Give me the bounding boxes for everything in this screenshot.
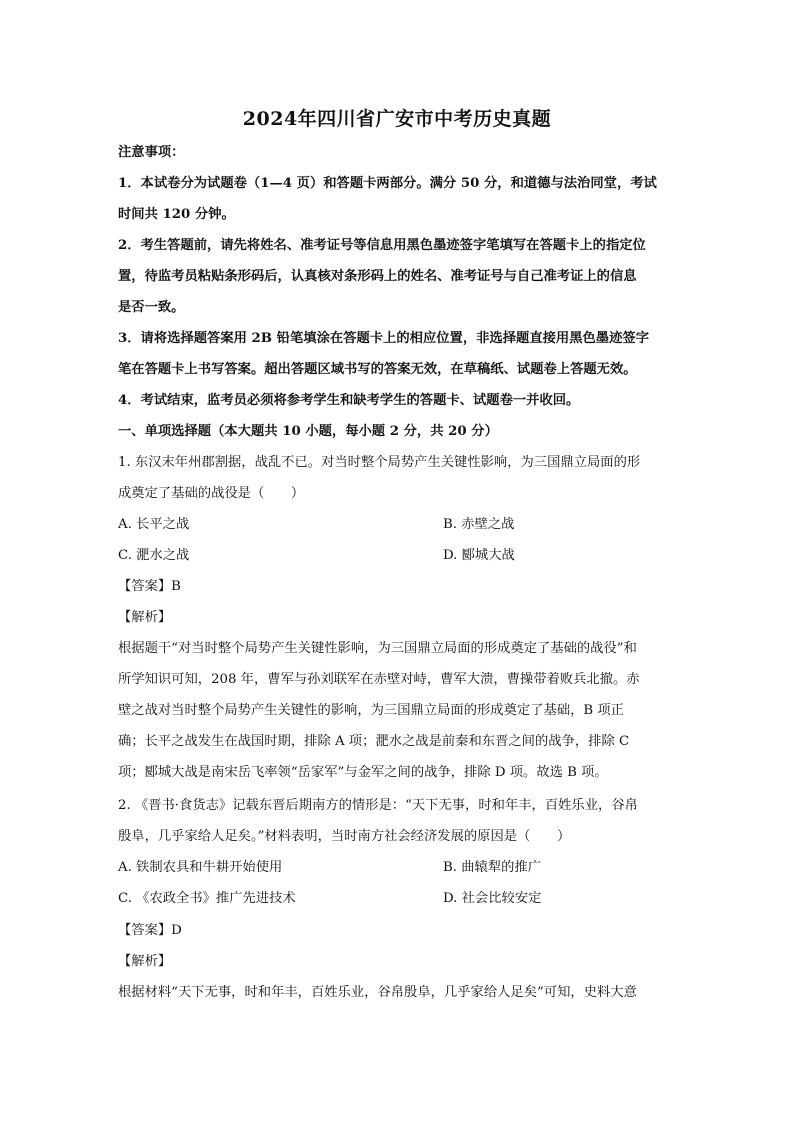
- analysis-heading: 【解析】: [118, 954, 172, 969]
- notice-line: 4．考试结束，监考员必须将参考学生和缺考学生的答题卡、试题卷一并收回。: [118, 393, 580, 408]
- option-b: B. 赤壁之战: [443, 517, 515, 532]
- analysis-line: 壁之战对当时整个局势产生关键性的影响，为三国鼎立局面的形成奠定了基础，B 项正: [118, 703, 624, 718]
- option-d: D. 郾城大战: [443, 548, 515, 563]
- notice-line: 时间共 120 分钟。: [118, 207, 235, 222]
- page-title: 2024年四川省广安市中考历史真题: [242, 108, 552, 130]
- notice-line: 2．考生答题前，请先将姓名、准考证号等信息用黑色墨迹签字笔填写在答题卡上的指定位: [118, 238, 646, 253]
- analysis-line: 根据材料“天下无事，时和年丰，百姓乐业，谷帛殷阜，几乎家给人足矣”可知，史料大意: [118, 985, 637, 1000]
- question-stem: 2. 《晋书·食货志》记载东晋后期南方的情形是：“天下无事，时和年丰，百姓乐业，谷帛: [118, 798, 638, 813]
- notice-line: 1．本试卷分为试题卷（1—4 页）和答题卡两部分。满分 50 分，和道德与法治同堂，考试: [118, 176, 657, 191]
- option-b: B. 曲辕犁的推广: [443, 860, 542, 875]
- analysis-line: 根据题干“对当时整个局势产生关键性影响，为三国鼎立局面的形成奠定了基础的战役”和: [118, 641, 637, 656]
- question-stem: 1. 东汉末年州郡割据，战乱不已。对当时整个局势产生关键性影响，为三国鼎立局面的形: [118, 455, 641, 470]
- analysis-heading: 【解析】: [118, 610, 172, 625]
- analysis-line: 确；长平之战发生在战国时期，排除 A 项；淝水之战是前秦和东晋之间的战争，排除 C: [118, 734, 630, 749]
- answer-label: 【答案】D: [118, 923, 182, 938]
- analysis-line: 所学知识可知，208 年，曹军与孙刘联军在赤壁对峙，曹军大溃，曹操带着败兵北撤。赤: [118, 672, 640, 687]
- option-c: C. 《农政全书》推广先进技术: [118, 891, 296, 906]
- option-d: D. 社会比较安定: [443, 891, 542, 906]
- question-stem: 成奠定了基础的战役是（ ）: [118, 486, 305, 501]
- notice-line: 笔在答题卡上书写答案。超出答题区域书写的答案无效，在草稿纸、试题卷上答题无效。: [118, 362, 637, 377]
- notice-line: 3．请将选择题答案用 2B 铅笔填涂在答题卡上的相应位置，非选择题直接用黑色墨迹签字: [118, 331, 649, 346]
- section-heading: 一、单项选择题（本大题共 10 小题，每小题 2 分，共 20 分）: [118, 424, 498, 439]
- option-a: A. 长平之战: [118, 517, 190, 532]
- notice-line: 置，待监考员粘贴条形码后，认真核对条形码上的姓名、准考证号与自己准考证上的信息: [118, 269, 637, 284]
- question-stem: 殷阜，几乎家给人足矣。”材料表明，当时南方社会经济发展的原因是（ ）: [118, 829, 571, 844]
- answer-label: 【答案】B: [118, 579, 181, 594]
- option-c: C. 淝水之战: [118, 548, 190, 563]
- notice-heading: 注意事项：: [118, 145, 185, 160]
- analysis-line: 项；郾城大战是南宋岳飞率领“岳家军”与金军之间的战争，排除 D 项。故选 B 项。: [118, 765, 608, 780]
- notice-line: 是否一致。: [118, 300, 185, 315]
- option-a: A. 铁制农具和牛耕开始使用: [118, 860, 283, 875]
